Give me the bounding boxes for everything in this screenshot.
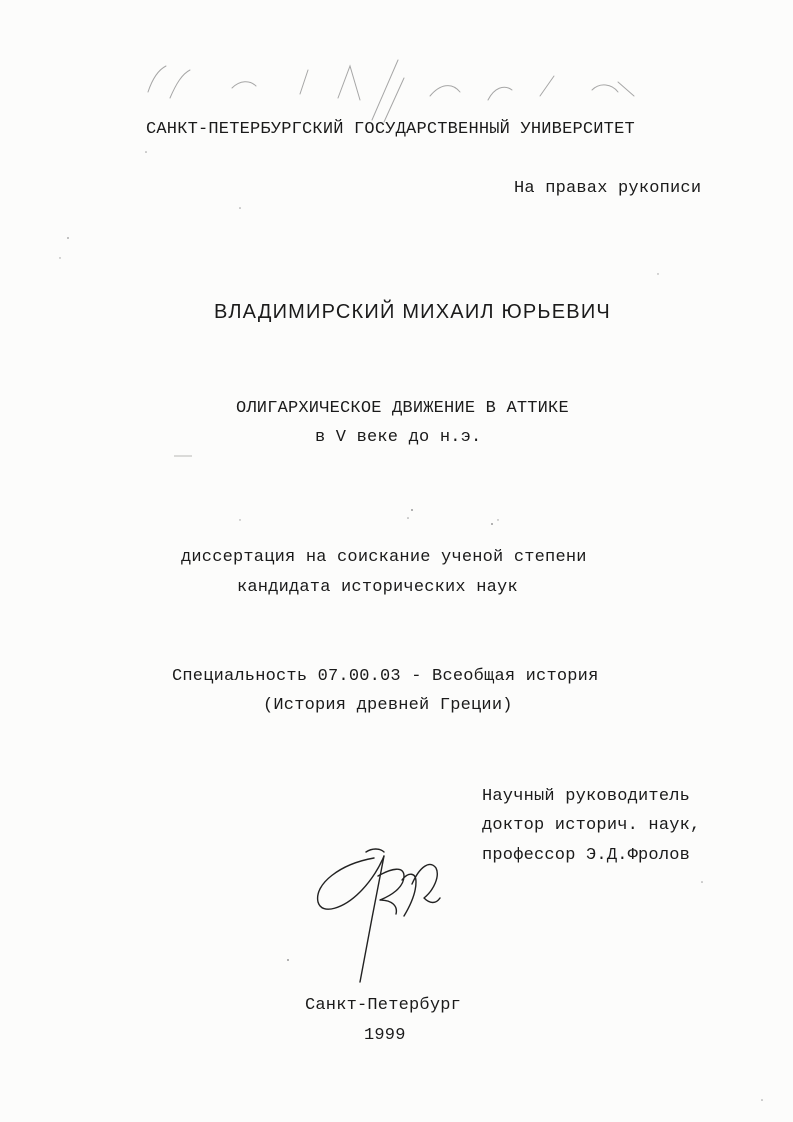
degree-line-2: кандидата исторических наук: [237, 578, 518, 597]
dissertation-subtitle: в V веке до н.э.: [315, 428, 482, 447]
year: 1999: [364, 1026, 406, 1045]
specialty-line-1: Специальность 07.00.03 - Всеобщая история: [172, 667, 599, 686]
supervisor-degree: доктор историч. наук,: [482, 816, 701, 835]
city: Санкт-Петербург: [305, 996, 462, 1015]
university-name: САНКТ-ПЕТЕРБУРГСКИЙ ГОСУДАРСТВЕННЫЙ УНИВЕРСИТЕТ: [146, 120, 635, 139]
degree-line-1: диссертация на соискание ученой степени: [181, 548, 587, 567]
dissertation-title: ОЛИГАРХИЧЕСКОЕ ДВИЖЕНИЕ В АТТИКЕ: [236, 399, 569, 418]
supervisor-name: профессор Э.Д.Фролов: [482, 846, 691, 865]
author-name: ВЛАДИМИРСКИЙ МИХАИЛ ЮРЬЕВИЧ: [214, 301, 611, 323]
specialty-line-2: (История древней Греции): [263, 696, 513, 715]
manuscript-note: На правах рукописи: [514, 179, 702, 198]
supervisor-role: Научный руководитель: [482, 787, 691, 806]
